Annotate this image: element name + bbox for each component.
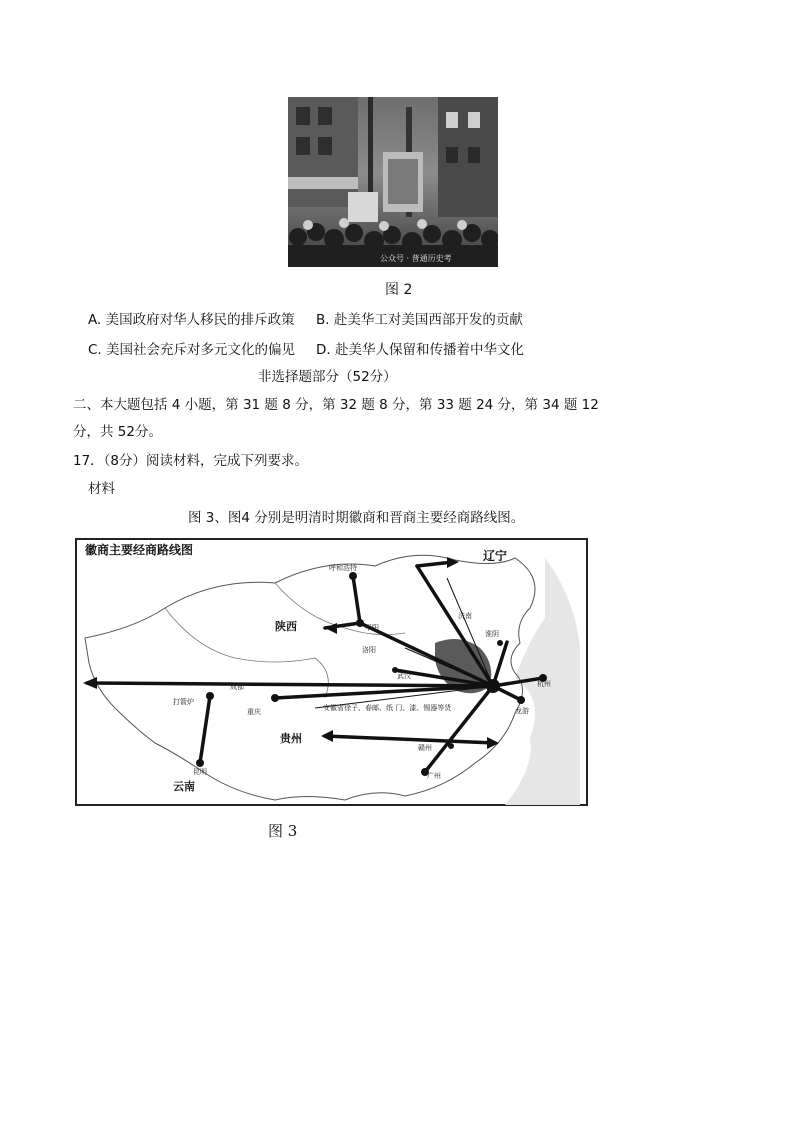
map-label-chengdu: 成都 [230,683,244,691]
map-goods-note: 安徽省徐子、春邮、纸 门、漆、锡器等货 [323,704,452,712]
figure-2-caption: 图 2 [385,282,413,298]
option-a: A. 美国政府对华人移民的排斥政策 [88,312,295,328]
map-label-dajianlu: 打箭炉 [173,698,194,706]
option-c: C. 美国社会充斥对多元文化的偏见 [88,342,296,358]
map-label-ganzhou: 赣州 [418,744,432,752]
map-label-longyou: 龙游 [515,707,529,715]
map-label-pingyang: 平阳 [365,624,379,632]
map-label-guizhou: 贵州 [280,732,302,745]
figure-3-route-map [75,538,588,806]
map-label-jinan: 济南 [458,612,472,620]
section-intro-line-2: 分，共 52分。 [73,424,162,440]
figure-2-watermark: 公众号 · 普通历史考 [380,254,452,263]
option-d: D. 赴美华人保留和传播着中华文化 [316,342,524,358]
figure-2-image [288,97,498,267]
map-label-huaiyin: 淮阴 [485,630,499,638]
material-text: 图 3、图4 分别是明清时期徽商和晋商主要经商路线图。 [188,510,525,526]
figure-3-caption: 图 3 [268,822,298,840]
map-label-guangzhou: 广州 [427,772,441,780]
map-label-kunming: 昆明 [193,768,207,776]
question-17: 17．（8分）阅读材料，完成下列要求。 [73,453,309,469]
section-title: 非选择题部分（52分） [258,369,397,385]
material-label: 材料 [88,481,115,497]
map-label-hangzhou: 杭州 [537,680,551,688]
map-label-yunnan: 云南 [173,780,195,793]
option-b: B. 赴美华工对美国西部开发的贡献 [316,312,523,328]
map-label-chongqing: 重庆 [247,708,261,716]
map-label-luoyang: 洛阳 [362,646,376,654]
map-label-wuhan: 武汉 [397,672,411,680]
map-label-huhehaote: 呼和浩特 [329,564,357,572]
map-label-liaoning: 辽宁 [483,549,508,563]
section-intro-line-1: 二、本大题包括 4 小题，第 31 题 8 分，第 32 题 8 分，第 33 题 24 分，第 34 题 12 [73,397,599,413]
map-label-shaanxi: 陕西 [275,620,297,633]
map-title: 徽商主要经商路线图 [85,543,194,557]
